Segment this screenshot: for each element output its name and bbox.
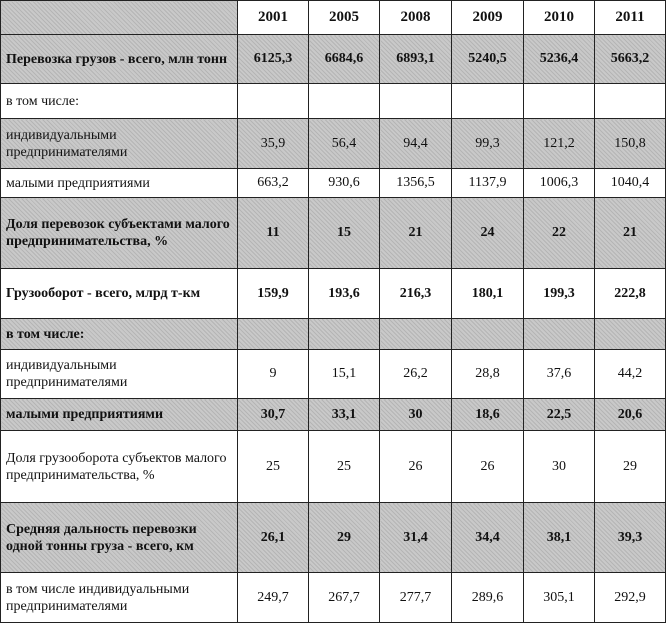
value-cell: 15,1 (309, 350, 380, 399)
header-year-cell: 2010 (524, 1, 595, 35)
value-cell: 20,6 (595, 399, 666, 431)
value-cell: 292,9 (595, 573, 666, 623)
row-label: Доля перевозок субъектами малого предпринимательства, % (1, 198, 238, 269)
value-cell: 193,6 (309, 269, 380, 319)
row-label: индивидуальными предпринимателями (1, 119, 238, 169)
table-row (1, 350, 666, 399)
row-label: Перевозка грузов - всего, млн тонн (1, 35, 238, 84)
value-cell: 25 (238, 431, 309, 503)
value-cell: 25 (309, 431, 380, 503)
row-label: в том числе: (1, 84, 238, 119)
row-label: Грузооборот - всего, млрд т-км (1, 269, 238, 319)
value-cell: 18,6 (452, 399, 524, 431)
table-row (1, 169, 666, 198)
value-cell: 22,5 (524, 399, 595, 431)
value-cell: 33,1 (309, 399, 380, 431)
value-cell: 5663,2 (595, 35, 666, 84)
value-cell: 1137,9 (452, 169, 524, 198)
table-row (1, 35, 666, 84)
value-cell (595, 84, 666, 119)
table-row (1, 573, 666, 623)
table-row (1, 84, 666, 119)
value-cell (595, 319, 666, 350)
header-year-cell: 2009 (452, 1, 524, 35)
row-label: в том числе индивидуальными предпринимателями (1, 573, 238, 623)
value-cell (452, 319, 524, 350)
value-cell: 22 (524, 198, 595, 269)
header-label-cell (1, 1, 238, 35)
value-cell (309, 84, 380, 119)
value-cell (380, 319, 452, 350)
value-cell: 29 (595, 431, 666, 503)
value-cell: 930,6 (309, 169, 380, 198)
value-cell: 30 (380, 399, 452, 431)
table-row (1, 319, 666, 350)
value-cell: 663,2 (238, 169, 309, 198)
value-cell: 37,6 (524, 350, 595, 399)
value-cell: 267,7 (309, 573, 380, 623)
value-cell: 26,2 (380, 350, 452, 399)
value-cell (380, 84, 452, 119)
value-cell: 305,1 (524, 573, 595, 623)
value-cell: 216,3 (380, 269, 452, 319)
value-cell: 24 (452, 198, 524, 269)
value-cell: 180,1 (452, 269, 524, 319)
value-cell: 249,7 (238, 573, 309, 623)
value-cell: 38,1 (524, 503, 595, 573)
value-cell: 6684,6 (309, 35, 380, 84)
value-cell: 1006,3 (524, 169, 595, 198)
value-cell: 6125,3 (238, 35, 309, 84)
value-cell: 34,4 (452, 503, 524, 573)
row-label: в том числе: (1, 319, 238, 350)
row-label: малыми предприятиями (1, 399, 238, 431)
table-row (1, 269, 666, 319)
value-cell (309, 319, 380, 350)
table-row (1, 503, 666, 573)
value-cell: 56,4 (309, 119, 380, 169)
value-cell: 11 (238, 198, 309, 269)
header-year-cell: 2005 (309, 1, 380, 35)
value-cell: 31,4 (380, 503, 452, 573)
value-cell: 26 (452, 431, 524, 503)
value-cell: 289,6 (452, 573, 524, 623)
header-year-cell: 2001 (238, 1, 309, 35)
value-cell: 9 (238, 350, 309, 399)
value-cell: 29 (309, 503, 380, 573)
value-cell: 159,9 (238, 269, 309, 319)
row-label: Доля грузооборота субъектов малого предпринимательства, % (1, 431, 238, 503)
value-cell: 26 (380, 431, 452, 503)
value-cell: 5236,4 (524, 35, 595, 84)
header-row (1, 1, 666, 35)
value-cell: 94,4 (380, 119, 452, 169)
value-cell: 26,1 (238, 503, 309, 573)
table-row (1, 119, 666, 169)
header-year-cell: 2008 (380, 1, 452, 35)
value-cell: 21 (595, 198, 666, 269)
value-cell (238, 319, 309, 350)
value-cell: 30,7 (238, 399, 309, 431)
value-cell: 222,8 (595, 269, 666, 319)
value-cell: 150,8 (595, 119, 666, 169)
table-row (1, 399, 666, 431)
row-label: Средняя дальность перевозки одной тонны груза - всего, км (1, 503, 238, 573)
value-cell: 121,2 (524, 119, 595, 169)
value-cell (524, 319, 595, 350)
value-cell: 1040,4 (595, 169, 666, 198)
value-cell: 15 (309, 198, 380, 269)
table-row (1, 198, 666, 269)
value-cell: 35,9 (238, 119, 309, 169)
value-cell: 30 (524, 431, 595, 503)
header-year-cell: 2011 (595, 1, 666, 35)
value-cell: 44,2 (595, 350, 666, 399)
value-cell: 6893,1 (380, 35, 452, 84)
value-cell: 28,8 (452, 350, 524, 399)
value-cell: 39,3 (595, 503, 666, 573)
value-cell: 5240,5 (452, 35, 524, 84)
row-label: индивидуальными предпринимателями (1, 350, 238, 399)
value-cell (524, 84, 595, 119)
row-label: малыми предприятиями (1, 169, 238, 198)
value-cell: 1356,5 (380, 169, 452, 198)
table-row (1, 431, 666, 503)
value-cell: 21 (380, 198, 452, 269)
value-cell: 99,3 (452, 119, 524, 169)
value-cell: 199,3 (524, 269, 595, 319)
value-cell: 277,7 (380, 573, 452, 623)
value-cell (238, 84, 309, 119)
value-cell (452, 84, 524, 119)
